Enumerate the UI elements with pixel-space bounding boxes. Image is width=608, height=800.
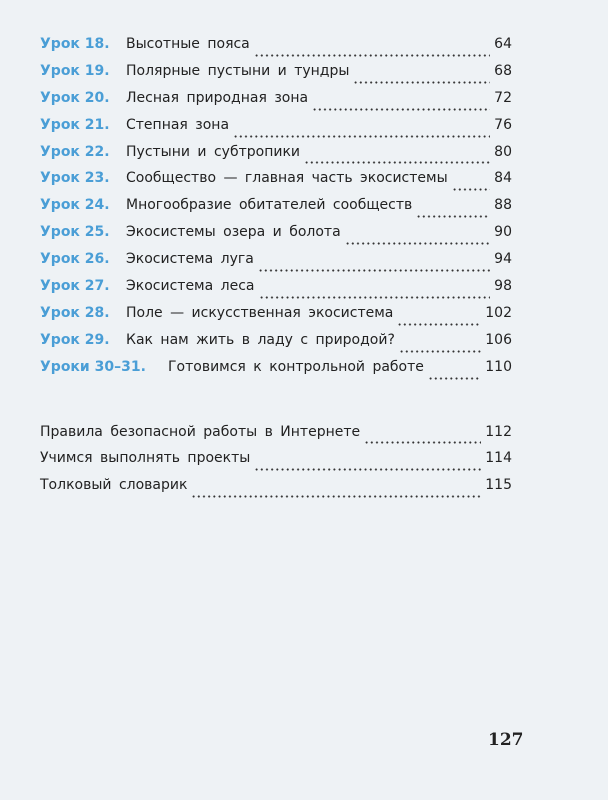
dot-leader	[254, 468, 481, 471]
dot-leader	[304, 161, 490, 164]
lesson-label: Урок 19.	[40, 62, 110, 79]
dot-leader	[416, 215, 490, 218]
section-gap	[40, 386, 512, 424]
toc-entry-projects[interactable]	[40, 450, 512, 477]
page-ref: 90	[494, 224, 512, 241]
toc-entry-lesson-26[interactable]	[40, 251, 512, 278]
dot-leader	[259, 296, 491, 299]
dot-leader	[312, 108, 490, 111]
lesson-label: Урок 23.	[40, 170, 110, 187]
page-number: 127	[488, 730, 524, 750]
lesson-title: Полярные пустыни и тундры	[126, 62, 350, 79]
page-ref: 102	[485, 304, 512, 321]
page-ref: 84	[494, 170, 512, 187]
page-ref: 76	[494, 116, 512, 133]
page-ref: 94	[494, 251, 512, 268]
lesson-title: Многообразие обитателей сообществ	[126, 197, 413, 214]
toc-entry-glossary[interactable]	[40, 477, 512, 504]
dot-leader	[258, 269, 490, 272]
dot-leader	[191, 495, 481, 498]
page-ref: 110	[485, 358, 512, 375]
page-ref: 72	[494, 89, 512, 106]
toc-entry-lesson-25[interactable]	[40, 224, 512, 251]
lesson-title: Поле — искусственная экосистема	[126, 304, 394, 321]
lesson-title: Пустыни и субтропики	[126, 143, 300, 160]
dot-leader	[364, 441, 481, 444]
lesson-label: Урок 18.	[40, 36, 110, 52]
lesson-label: Урок 20.	[40, 89, 110, 106]
toc-entry-lesson-18[interactable]	[40, 36, 512, 63]
page-ref: 115	[485, 477, 512, 494]
toc-entry-lesson-20[interactable]	[40, 90, 512, 117]
toc-entry-lesson-24[interactable]	[40, 197, 512, 224]
lesson-title: Степная зона	[126, 116, 230, 133]
toc-entry-internet-safety[interactable]	[40, 424, 512, 451]
lesson-label: Урок 22.	[40, 143, 110, 160]
lesson-title: Лесная природная зона	[126, 89, 309, 106]
dot-leader	[345, 242, 491, 245]
lesson-title: Готовимся к контрольной работе	[168, 358, 424, 375]
toc-entry-lesson-22[interactable]	[40, 144, 512, 171]
toc-entry-lesson-27[interactable]	[40, 278, 512, 305]
lesson-label: Урок 26.	[40, 251, 110, 268]
lesson-label: Урок 27.	[40, 278, 110, 295]
dot-leader	[353, 81, 490, 84]
lesson-label: Урок 24.	[40, 197, 110, 214]
page-ref: 68	[494, 62, 512, 79]
lesson-title: Экосистемы озера и болота	[126, 224, 341, 241]
lesson-label: Урок 28.	[40, 304, 110, 321]
page-ref: 112	[485, 423, 512, 440]
lesson-label: Урок 25.	[40, 224, 110, 241]
lesson-label: Урок 29.	[40, 331, 110, 348]
page-ref: 80	[494, 143, 512, 160]
toc-entry-lesson-23[interactable]	[40, 170, 512, 197]
entry-title: Толковый словарик	[40, 477, 188, 494]
toc-entry-lessons-30-31[interactable]	[40, 359, 512, 386]
toc-entry-lesson-28[interactable]	[40, 305, 512, 332]
table-of-contents	[40, 36, 512, 504]
page-ref: 98	[494, 278, 512, 295]
dot-leader	[233, 135, 490, 138]
entry-title: Правила безопасной работы в Интернете	[40, 423, 361, 440]
dot-leader	[428, 377, 481, 380]
lesson-title: Как нам жить в ладу с природой?	[126, 331, 395, 348]
lesson-title: Экосистема луга	[126, 251, 254, 268]
page-ref: 88	[494, 197, 512, 214]
page-ref: 64	[494, 36, 512, 52]
lesson-label: Уроки 30–31.	[40, 358, 146, 375]
lesson-title: Сообщество — главная часть экосистемы	[126, 170, 448, 187]
lesson-title: Высотные пояса	[126, 36, 250, 52]
page-ref: 106	[485, 331, 512, 348]
dot-leader	[397, 323, 481, 326]
dot-leader	[254, 54, 490, 57]
lesson-label: Урок 21.	[40, 116, 110, 133]
page-ref: 114	[485, 450, 512, 467]
dot-leader	[399, 350, 481, 353]
toc-entry-lesson-29[interactable]	[40, 332, 512, 359]
dot-leader	[452, 188, 491, 191]
lesson-title: Экосистема леса	[126, 278, 255, 295]
entry-title: Учимся выполнять проекты	[40, 450, 251, 467]
toc-entry-lesson-21[interactable]	[40, 117, 512, 144]
toc-entry-lesson-19[interactable]	[40, 63, 512, 90]
